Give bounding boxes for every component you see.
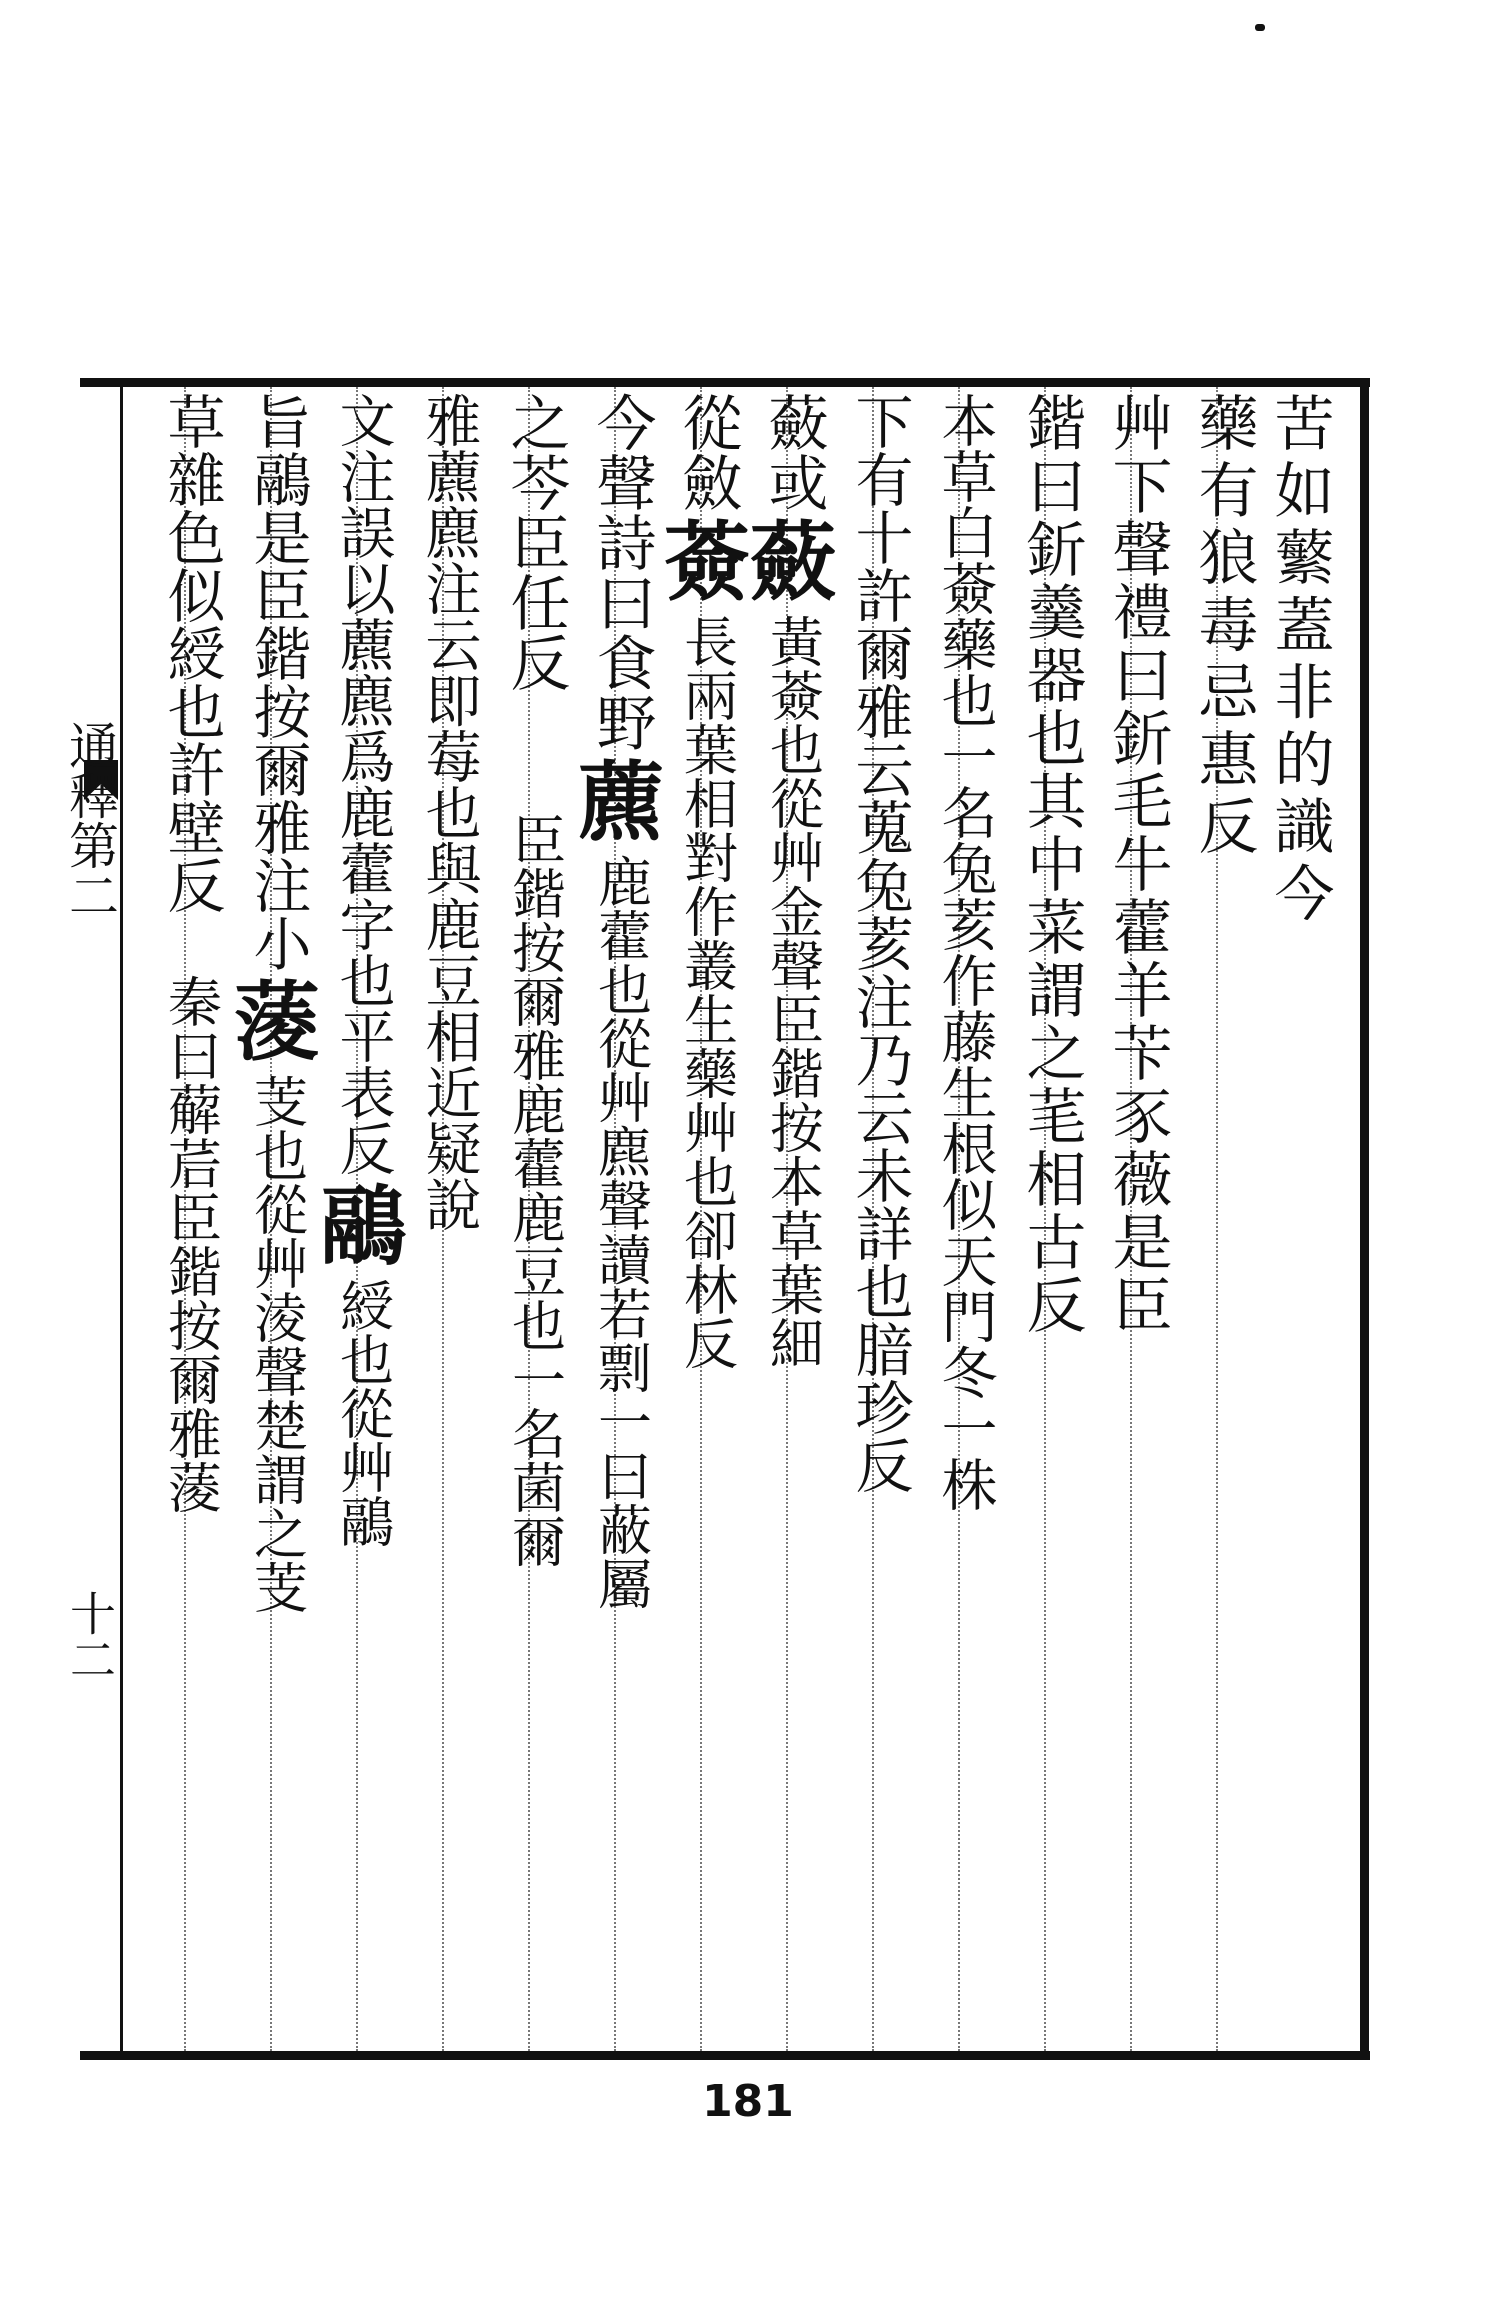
column-text: 艸下聲禮曰釿毛牛藿羊苄豕薇是臣 [1102, 392, 1173, 1337]
column-text: 今聲詩曰食野 [586, 392, 657, 752]
margin-title [62, 720, 118, 920]
column-text: 從斂 [672, 392, 743, 512]
folio-number: 181 [702, 2076, 794, 2127]
seal-character: 蘞 [750, 512, 836, 613]
text-column [412, 392, 486, 2048]
margin-page-number [62, 1590, 118, 1682]
column-text: 雅藨麃注云即莓也與鹿豆相近疑說 [416, 392, 482, 1232]
column-text: 秦曰薢茩臣鍇按爾雅蔆 [159, 974, 223, 1514]
text-column [928, 392, 1002, 2048]
column-text: 草雜色似綬也許壁反 [157, 392, 226, 914]
frame-right-border [1360, 378, 1369, 2060]
seal-character: 鷊 [320, 1176, 406, 1277]
text-column [154, 392, 228, 2048]
column-text: 本草白薟藥也一名兔荄作藤生根似天門冬一株 [932, 392, 998, 1512]
seal-character: 藨 [578, 752, 664, 853]
column-text: 藥有狼毒忌惠反 [1188, 392, 1259, 863]
column-text: 鹿藿也從艸麃聲讀若剽一曰蔽屬 [589, 854, 653, 1610]
column-text: 臣鍇按爾雅鹿藿鹿豆也一名菌爾 [503, 812, 567, 1568]
text-column [578, 392, 664, 2048]
text-column [1100, 392, 1174, 2048]
column-text: 黃薟也從艸金聲臣鍇按本草葉細 [761, 614, 825, 1370]
frame-top-border [80, 378, 1370, 387]
column-text: 鍇曰釿羹器也其中菜謂之芼相古反 [1016, 392, 1087, 1337]
text-column [498, 392, 572, 2048]
column-text: 文注誤以藨麃爲鹿藿字也平表反 [330, 392, 396, 1176]
margin-rule [120, 387, 123, 2051]
text-column [234, 392, 320, 2048]
text-column [842, 392, 916, 2048]
column-text: 苦如蘩蓋非的識今 [1264, 392, 1335, 930]
seal-character: 薟 [664, 512, 750, 613]
seal-character: 蔆 [234, 972, 320, 1073]
column-text: 長兩葉相對作叢生藥艸也卻林反 [675, 614, 739, 1370]
text-column [750, 392, 836, 2048]
text-column [320, 392, 406, 2048]
frame-bottom-border [80, 2051, 1370, 2060]
ink-speck [1255, 24, 1265, 31]
text-column [1014, 392, 1088, 2048]
column-text: 之芩臣任反 [500, 392, 571, 692]
text-column [1186, 392, 1260, 2048]
column-text: 旨鷊是臣鍇按爾雅注小 [243, 392, 312, 972]
column-text: 芰也從艸淩聲楚謂之芰 [245, 1074, 309, 1614]
column-text: 綬也從艸鷊 [331, 1278, 395, 1548]
column-text: 蘞或 [758, 392, 829, 512]
margin-page-text: 十二 [63, 1590, 117, 1682]
margin-title-text: 通釋第二 [61, 720, 119, 920]
text-column [664, 392, 750, 2048]
text-column [1262, 392, 1336, 2048]
column-text: 下有十許爾雅云蒐兔荄注乃云未詳也腤珍反 [845, 392, 914, 1494]
